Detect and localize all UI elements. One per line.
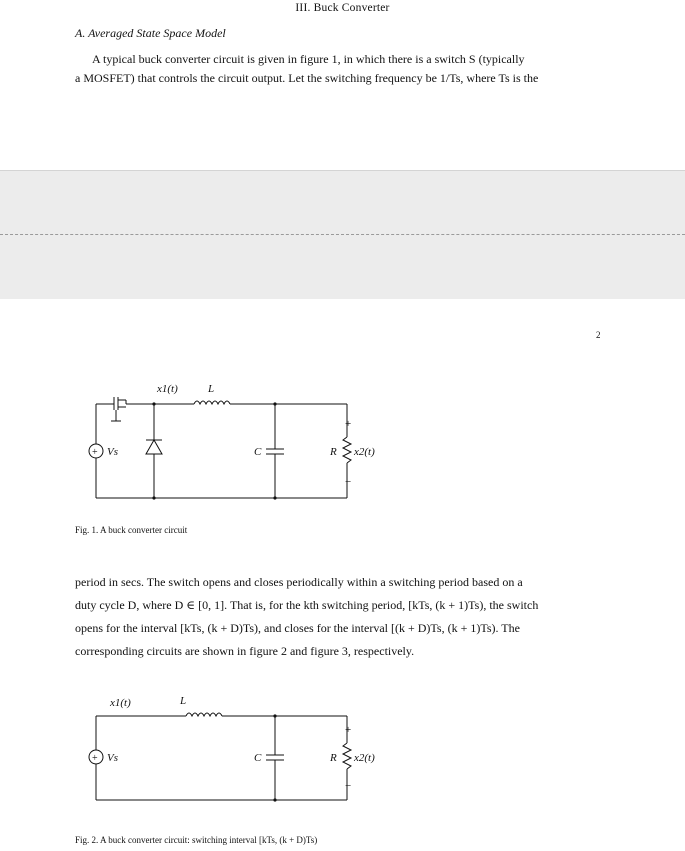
resistor-label: R [330, 446, 337, 458]
paragraph-line: opens for the interval [kTs, (k + D)Ts), and closes for the interval [(k + D)Ts, (k + 1)Ts). The [75, 621, 520, 635]
figure-2-circuit [80, 689, 420, 819]
paragraph-line: a MOSFET) that controls the circuit output. Let the switching frequency be 1/Ts, where Ts is the [75, 71, 539, 85]
page-gap [0, 170, 685, 300]
page-1-fragment [0, 0, 685, 170]
figure-2-caption: Fig. 2. A buck converter circuit: switching interval [kTs, (k + D)Ts) [75, 835, 318, 845]
capacitor-label: C [254, 446, 262, 458]
section-title: III. Buck Converter [295, 2, 390, 14]
voltage-label: x2(t) [354, 446, 375, 458]
resistor-label: R [330, 752, 337, 764]
subsection-title: A. Averaged State Space Model [75, 26, 226, 40]
voltage-label: x2(t) [354, 752, 375, 764]
source-plus-sign: + [92, 447, 98, 458]
voltage-minus-sign: − [345, 780, 352, 792]
voltage-minus-sign: − [345, 476, 352, 488]
voltage-plus-sign: + [345, 418, 352, 430]
capacitor-label: C [254, 752, 262, 764]
page-number: 2 [596, 330, 601, 340]
current-label: x1(t) [157, 383, 178, 395]
paragraph-line: corresponding circuits are shown in figure 2 and figure 3, respectively. [75, 644, 415, 658]
paragraph-line: duty cycle D, where D ∈ [0, 1]. That is, for the kth switching period, [kTs, (k + 1)Ts), the switch [75, 598, 539, 612]
figure-1-caption: Fig. 1. A buck converter circuit [75, 525, 188, 535]
page-2 [0, 299, 685, 851]
paragraph-line: period in secs. The switch opens and closes periodically within a switching period based on a [75, 575, 523, 589]
source-label: Vs [107, 752, 118, 764]
inductor-label: L [180, 695, 187, 707]
page-break-line [0, 234, 685, 235]
current-label: x1(t) [110, 697, 131, 709]
figure-1-circuit [80, 377, 420, 517]
voltage-plus-sign: + [345, 724, 352, 736]
source-label: Vs [107, 446, 118, 458]
inductor-label: L [208, 383, 215, 395]
paragraph-line: A typical buck converter circuit is given in figure 1, in which there is a switch S (typically [92, 52, 525, 66]
source-plus-sign: + [92, 753, 98, 764]
